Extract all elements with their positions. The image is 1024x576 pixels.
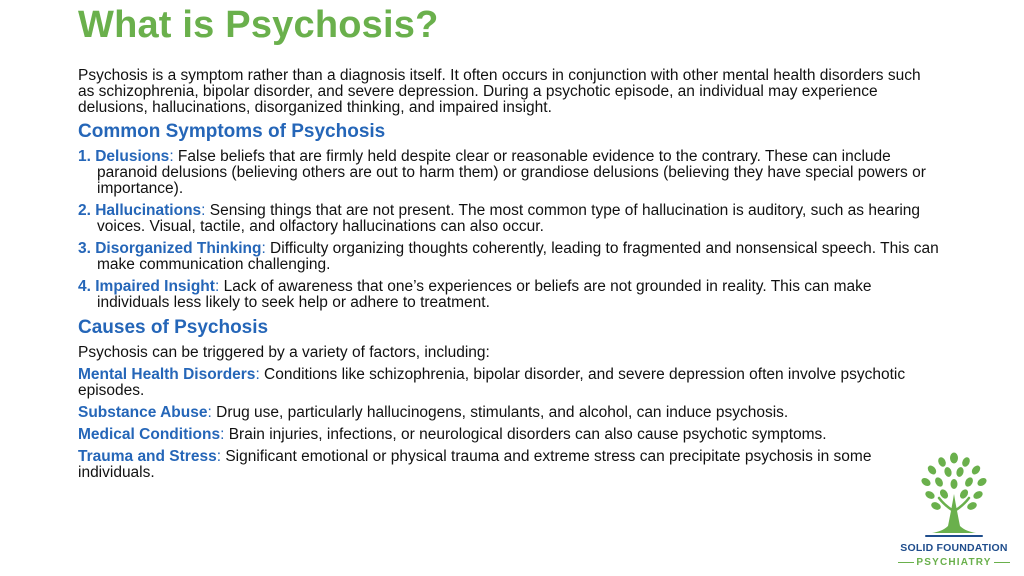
- symptom-text: Lack of awareness that one’s experiences or beliefs are not grounded in reality. This can make individuals less likely to seek help or adhere to treatment.: [97, 278, 872, 311]
- cause-term: Medical Conditions: [78, 426, 221, 443]
- cause-term: Mental Health Disorders: [78, 366, 256, 383]
- cause-text: Drug use, particularly hallucinogens, stimulants, and alcohol, can induce psychosis.: [211, 404, 789, 421]
- cause-colon: :: [207, 404, 212, 421]
- cause-term: Substance Abuse: [78, 404, 208, 421]
- cause-text: Significant emotional or physical trauma and extreme stress can precipitate psychosis in some individuals.: [78, 448, 872, 481]
- slide-body: [78, 68, 940, 487]
- logo-subtitle-text: PSYCHIATRY: [916, 557, 992, 568]
- symptom-text: Sensing things that are not present. The most common type of hallucination is auditory, such as hearing voices. Visual, tactile, and olfactory hallucinations can also occur.: [97, 202, 921, 235]
- logo-subtitle: [892, 557, 1016, 568]
- logo-dash-right: [994, 562, 1010, 564]
- cause-item-substance-abuse: [78, 405, 940, 421]
- cause-term: Trauma and Stress: [78, 448, 217, 465]
- causes-intro: Psychosis can be triggered by a variety of factors, including:: [78, 344, 490, 361]
- symptom-term: 2. Hallucinations: [78, 202, 202, 219]
- cause-item-trauma-stress: [78, 449, 940, 481]
- symptom-item-delusions: [78, 149, 940, 197]
- logo-dash-left: [898, 562, 914, 564]
- symptom-text: False beliefs that are firmly held despite clear or reasonable evidence to the contrary. These can include paranoid delusions (believing others are out to harm them) or grandiose delusions (believing they have special powers or importance).: [97, 148, 926, 197]
- cause-item-mental-health: [78, 367, 940, 399]
- intro-paragraph: Psychosis is a symptom rather than a diagnosis itself. It often occurs in conjunction with other mental health disorders such as schizophrenia, bipolar disorder, and severe depression. During a psychotic episode, an individual may experience delusions, hallucinations, disorganized thinking, and impaired insight.: [78, 67, 921, 116]
- symptoms-heading: Common Symptoms of Psychosis: [78, 121, 386, 142]
- cause-text: Brain injuries, infections, or neurological disorders can also cause psychotic symptoms.: [224, 426, 827, 443]
- symptom-term: 4. Impaired Insight: [78, 278, 215, 295]
- symptom-text: Difficulty organizing thoughts coherently, leading to fragmented and nonsensical speech. This can make communication challenging.: [97, 240, 939, 273]
- cause-colon: :: [220, 426, 225, 443]
- page-title: What is Psychosis?: [78, 4, 439, 46]
- tree-icon: [892, 450, 1016, 542]
- symptom-colon: :: [214, 278, 220, 295]
- causes-heading: Causes of Psychosis: [78, 317, 269, 338]
- symptom-item-disorganized-thinking: [78, 241, 940, 273]
- cause-text: Conditions like schizophrenia, bipolar disorder, and severe depression often involve psychotic episodes.: [78, 366, 906, 399]
- cause-colon: :: [216, 448, 222, 465]
- logo-name: SOLID FOUNDATION: [900, 542, 1008, 554]
- symptom-term: 1. Delusions: [78, 148, 170, 165]
- symptom-colon: :: [201, 202, 206, 219]
- symptom-colon: :: [169, 148, 174, 165]
- symptom-term: 3. Disorganized Thinking: [78, 240, 262, 257]
- symptom-colon: :: [261, 240, 266, 257]
- solid-foundation-logo: [892, 450, 1016, 574]
- symptom-item-hallucinations: [78, 203, 940, 235]
- cause-colon: :: [255, 366, 260, 383]
- cause-item-medical-conditions: [78, 427, 940, 443]
- symptom-item-impaired-insight: [78, 279, 940, 311]
